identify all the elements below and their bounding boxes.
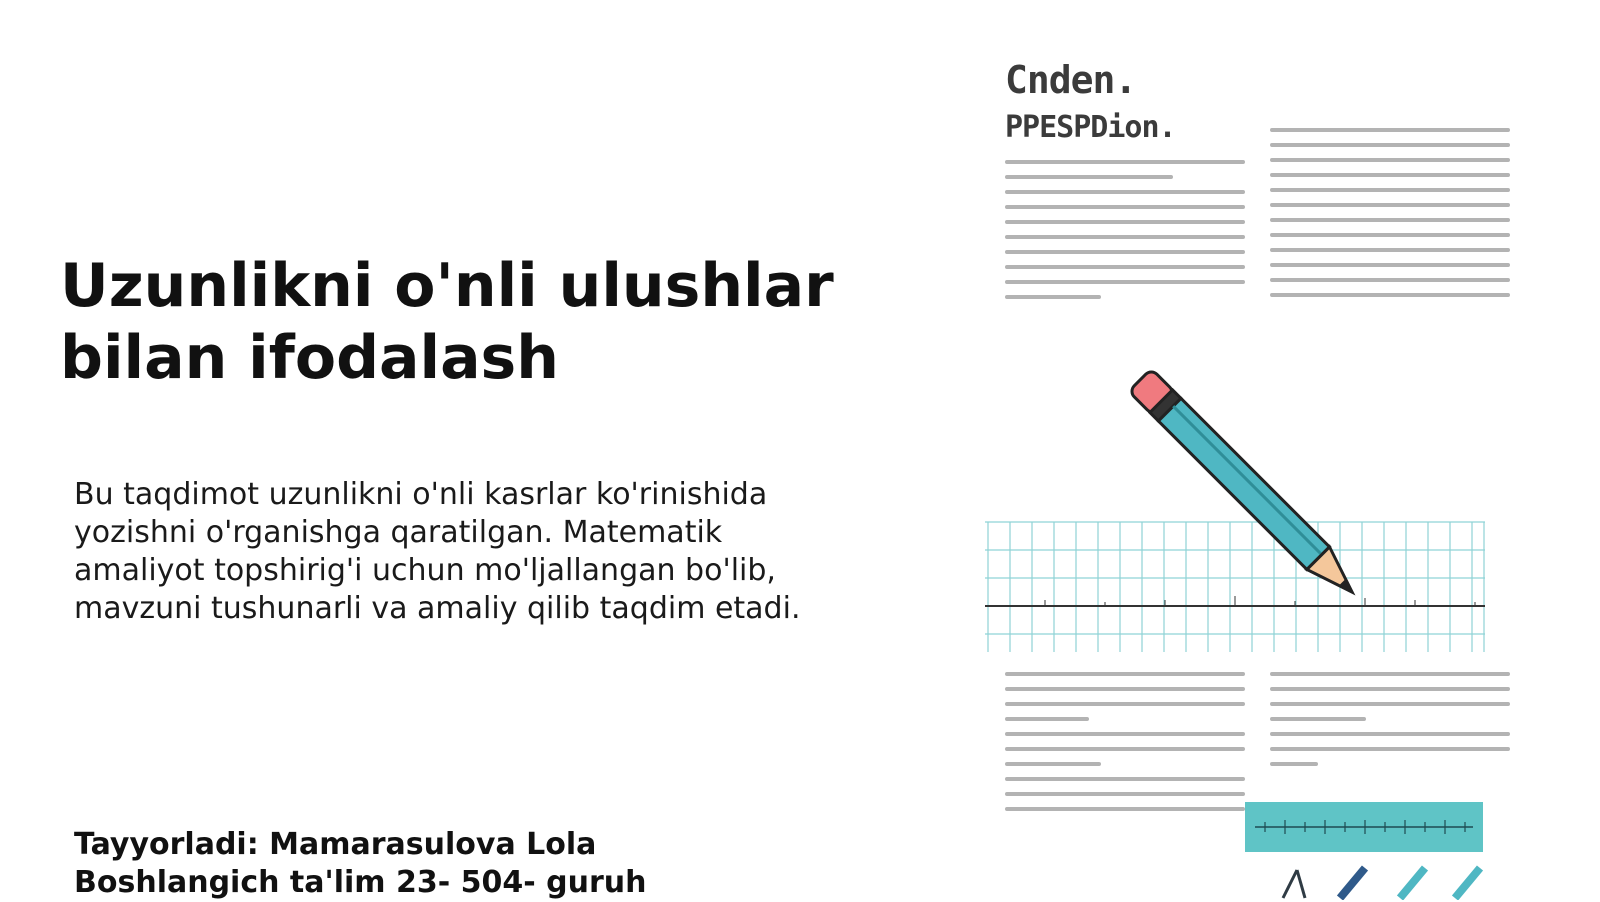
ruler-icon [1245, 802, 1483, 852]
author-group: Boshlangich ta'lim 23- 504- guruh [74, 865, 647, 900]
illustration [915, 0, 1600, 900]
text-column-top-right [1270, 128, 1510, 308]
text-column-bottom-right [1270, 672, 1510, 777]
title-line-1: Uzunlikni o'nli ulushlar [60, 251, 834, 321]
slide-description: Bu taqdimot uzunlikni o'nli kasrlar ko'rinishida yozishni o'rganishga qaratilgan. Matematik amaliyot topshirig'i uchun mo'ljallangan bo'lib, mavzuni tushunarli va amaliy qilib taqdim etadi. [74, 477, 801, 626]
illustration-heading-2: PPESPDion. [1005, 110, 1176, 145]
illustration-heading-1: Cnden. [1005, 58, 1137, 102]
slide-title [60, 250, 880, 394]
grid-paper-icon [985, 360, 1505, 660]
text-column-top-left [1005, 160, 1245, 310]
author-name: Tayyorladi: Mamarasulova Lola [74, 827, 597, 862]
text-column-bottom-left [1005, 672, 1245, 822]
drawing-tools-icon [1275, 862, 1505, 900]
title-line-2: bilan ifodalash [60, 323, 559, 393]
author-block [74, 826, 774, 902]
